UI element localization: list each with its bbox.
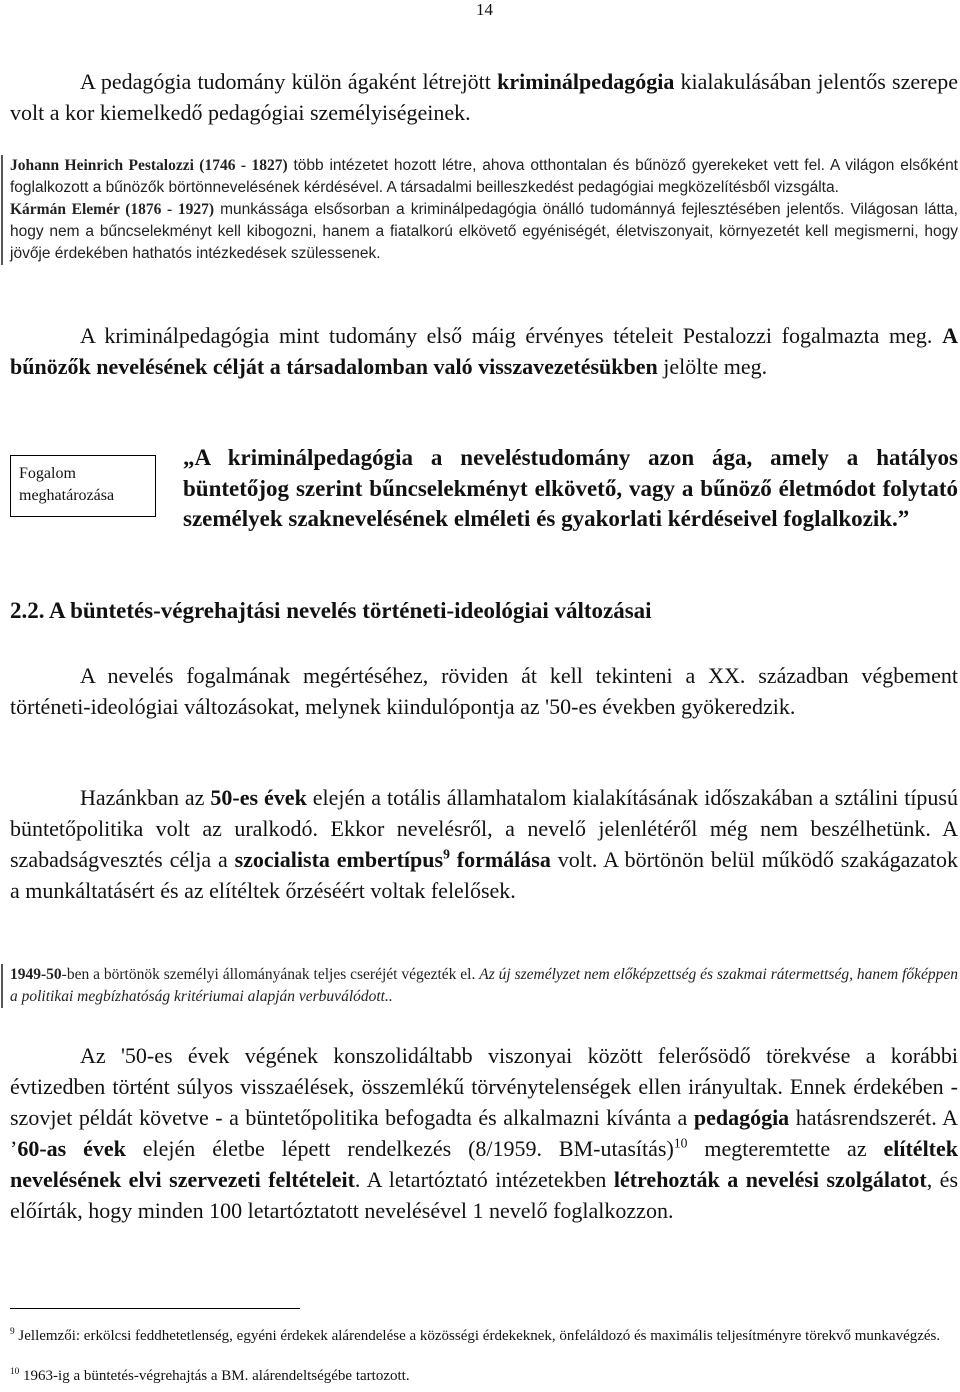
text-run: . A letartóztató intézetekben [354, 1167, 614, 1192]
paragraph-intro [10, 66, 958, 128]
bold-phrase: A bűnözők nevelésének célját a társadalomban való visszavezetésükben [10, 323, 958, 379]
footnote-ref[interactable]: 10 [673, 1135, 688, 1151]
text-run: jelölte meg. [657, 354, 768, 379]
footnote-number: 10 [10, 1367, 20, 1377]
historical-note-box [10, 155, 958, 265]
definition-text: „A kriminálpedagógia a neveléstudomány azon ága, amely a hatályos büntetőjog szerint bűncselekményt elkövető, vagy a bűnöző életmódot folytató személyek szaknevelésének elméleti és gyakorlati kérdéseivel foglalkozik.” [183, 445, 958, 531]
text-run: Hazánkban az [80, 785, 211, 810]
italic-text: Az új személyzet nem előképzettség és szakmai rátermettség, hanem főképpen a politikai megbízhatóság kritériumai alapján verbuválódott.. [10, 966, 959, 1005]
bold-name: Johann Heinrich Pestalozzi (1746 - 1827) [10, 157, 288, 174]
text-run: hatásrendszerét. A ’ [10, 1105, 958, 1161]
paragraph-sixties [10, 1040, 958, 1226]
staff-change-note-box [10, 964, 958, 1008]
text-run: elején a totális államhatalom kialakításának időszakában a sztálini típusú büntetőpolitika volt az uralkodó. Ekkor nevelésről, a nevelő jelenlétéről még nem beszélhetünk. A szabadságvesztés célja a [10, 785, 958, 872]
paragraph-pestalozzi [10, 320, 958, 382]
paragraph-fifties [10, 782, 958, 906]
left-margin-bar [1, 964, 3, 1008]
bold-phrase: formálása [449, 847, 551, 872]
paragraph-intro-xx-century [10, 660, 958, 722]
footnote-text: Jellemzői: erkölcsi feddhetetlenség, egyéni érdekek alárendelése a közösségi érdekeknek, önfeláldozó és maximális teljesítményre törekvő munkavégzés. [14, 1328, 941, 1344]
pestalozzi-note [10, 155, 958, 199]
footnote-text: 1963-ig a büntetés-végrehajtás a BM. alárendeltségébe tartozott. [19, 1368, 410, 1384]
left-margin-bar [1, 155, 3, 265]
text-run: kialakulásában jelentős szerepe volt a kor kiemelkedő pedagógiai személyiségeinek. [10, 69, 958, 125]
footnote-9 [10, 1326, 958, 1346]
text-run: A kriminálpedagógia mint tudomány első máig érvényes tételeit Pestalozzi fogalmazta meg. [80, 323, 943, 348]
bold-phrase: létrehozták a nevelési szolgálatot [613, 1167, 927, 1192]
text-run: , és előírták, hogy minden 100 letartóztatott nevelésével 1 nevelő foglalkozzon. [10, 1167, 959, 1223]
text-run: munkássága elsősorban a kriminálpedagógia önálló tudománnyá fejlesztésében jelentős. Világosan látta, hogy nem a bűncselekményt kell kibogozni, hanem a fiatalkorú elkövető egyéniségét, életviszonyait, környezetét kell megismerni, hogy jövője érdekében hathatós intézkedések szülessenek. [10, 201, 958, 262]
bold-phrase: szocialista embertípus [234, 847, 444, 872]
text-run: A nevelés fogalmának megértéséhez, röviden át kell tekinteni a XX. században végbement történeti-ideológiai változásokat, melynek kiindulópontja az '50-es években gyökeredzik. [10, 663, 958, 719]
text-run: több intézetet hozott létre, ahova otthontalan és bűnöző gyerekeket vett fel. A világon elsőként foglalkozott a bűnözők börtönnevelésének kérdésével. A társadalmi beilleszkedést pedagógiai megközelítésből vizsgálta. [10, 157, 958, 196]
text-run: volt. A börtönön belül működő szakágazatok a munkáltatásért és az elítéltek őrzéséért voltak felelősek. [10, 847, 958, 903]
page-number: 14 [476, 0, 493, 19]
bold-phrase: 50-es évek [210, 785, 307, 810]
text-run: -ben a börtönök személyi állományának teljes cseréjét végezték el. [61, 966, 480, 983]
bold-years: 1949-50 [10, 966, 62, 983]
bold-name: Kármán Elemér (1876 - 1927) [10, 201, 215, 218]
section-heading: 2.2. A büntetés-végrehajtási nevelés történeti-ideológiai változásai [10, 598, 652, 623]
text-run: Az '50-es évek végének konszolidáltabb viszonyai között felerősödő törekvése a korábbi évtizedben történt súlyos visszaélések, összemlékű törvénytelenségek ellen irányultak. Ennek érdekében - szovjet példát követve - a büntetőpolitika befogadta és alkalmazni kívánta a [10, 1043, 958, 1130]
bold-term: kriminálpedagógia [497, 69, 675, 94]
bold-term: pedagógia [693, 1105, 790, 1130]
bold-phrase: elítéltek nevelésének elvi szervezeti feltételeit [10, 1136, 959, 1192]
footnote-ref[interactable]: 9 [443, 846, 450, 862]
text-run: A pedagógia tudomány külön ágaként létrejött [80, 69, 498, 94]
bold-phrase: 60-as évek [17, 1136, 126, 1161]
footnote-divider [10, 1308, 300, 1309]
karman-note [10, 199, 958, 265]
staff-change-note [10, 964, 958, 1008]
definition-label-box: Fogalom meghatározása [10, 455, 156, 517]
text-run: megteremtette az [687, 1136, 884, 1161]
footnote-number: 9 [10, 1327, 15, 1337]
footnote-10 [10, 1366, 958, 1386]
text-run: elején életbe lépett rendelkezés (8/1959. BM-utasítás) [125, 1136, 674, 1161]
